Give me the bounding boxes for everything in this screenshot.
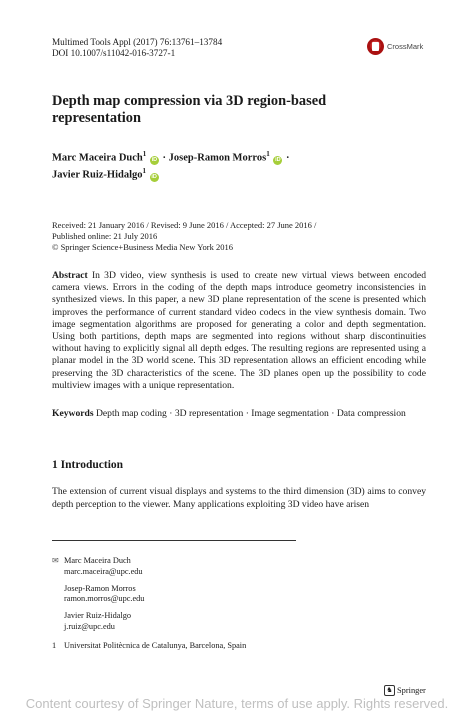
journal-citation: Multimed Tools Appl (2017) 76:13761–13784 (52, 37, 223, 47)
affiliation-text: Universitat Politècnica de Catalunya, Barcelona, Spain (64, 641, 247, 650)
orcid-icon[interactable]: iD (151, 156, 158, 163)
contact-name: Javier Ruiz-Hidalgo (64, 611, 132, 621)
keywords (52, 408, 426, 420)
author-name: Javier Ruiz-Hidalgo (52, 169, 143, 181)
section-body: The extension of current visual displays and systems to the third dimension (3D) aims to convey depth perception to the viewer. Many applications exploiting 3D video have arisen (52, 486, 426, 510)
contact-email[interactable]: j.ruiz@upc.edu (64, 621, 115, 631)
publication-dates (52, 220, 432, 254)
affiliation-mark: 1 (142, 167, 147, 175)
contact-entry (52, 584, 144, 606)
copyright-line: © Springer Science+Business Media New York 2016 (52, 242, 233, 253)
section-heading: 1 Introduction (52, 459, 124, 471)
affiliation (52, 641, 246, 650)
keywords-label: Keywords (52, 408, 94, 419)
contact-entry (52, 556, 144, 578)
author-separator: · (285, 152, 290, 164)
paper-title: Depth map compression via 3D region-based representation (52, 93, 327, 126)
contact-name: Josep-Ramon Morros (64, 583, 136, 593)
orcid-icon[interactable]: iD (151, 173, 157, 180)
author-separator: · (162, 152, 167, 164)
doi: DOI 10.1007/s11042-016-3727-1 (52, 48, 176, 58)
affiliation-number: 1 (52, 641, 57, 650)
crossmark-icon (367, 38, 384, 55)
footnote-divider (52, 540, 296, 541)
author-name: Marc Maceira Duch (52, 152, 143, 164)
publisher-logo (384, 685, 426, 696)
author-name: Josep-Ramon Morros (168, 152, 267, 164)
abstract (52, 270, 426, 392)
abstract-text: In 3D video, view synthesis is used to create new virtual views between encoded camera views. Errors in the coding of the depth maps introduce geometry inconsistencies in synthesized views. In this paper, a new 3D plane representation of the scene is presented which improves the performance of current standard video codecs in the view synthesis domain. Two image segmentation algorithms are proposed for generating a color and depth segmentation. Using both partitions, depth maps are segmented into regions without sharp discontinuities without having to explicitly signal all depth edges. The resulting regions are represented using a planar model in the 3D world scene. This 3D representation allows an efficient encoding while preserving the 3D characteristics of the scene. The 3D planes open up the possibility to code multiview images with a unique representation. (52, 270, 426, 391)
crossmark-badge[interactable] (367, 36, 431, 56)
courtesy-watermark: Content courtesy of Springer Nature, terms of use apply. Rights reserved. (25, 696, 449, 711)
contact-name: Marc Maceira Duch (64, 556, 131, 565)
dates-line: Published online: 21 July 2016 (52, 231, 158, 242)
orcid-icon[interactable]: iD (275, 156, 281, 163)
springer-horse-icon: ♞ (384, 685, 395, 696)
affiliation-mark: 1 (266, 150, 270, 158)
affiliation-mark: 1 (142, 150, 147, 158)
envelope-icon: ✉ (52, 556, 59, 565)
author-list (52, 148, 382, 182)
journal-header (52, 37, 222, 59)
contact-list (52, 556, 144, 639)
crossmark-label: CrossMark (387, 41, 424, 51)
publisher-name: Springer (397, 686, 426, 695)
contact-email[interactable]: ramon.morros@upc.edu (64, 594, 145, 604)
dates-line: Received: 21 January 2016 / Revised: 9 June 2016 / Accepted: 27 June 2016 / (52, 220, 317, 230)
abstract-label: Abstract (52, 270, 88, 281)
contact-email[interactable]: marc.maceira@upc.edu (64, 566, 143, 576)
keywords-text: Depth map coding · 3D representation · Image segmentation · Data compression (95, 408, 406, 419)
contact-entry (52, 611, 144, 633)
